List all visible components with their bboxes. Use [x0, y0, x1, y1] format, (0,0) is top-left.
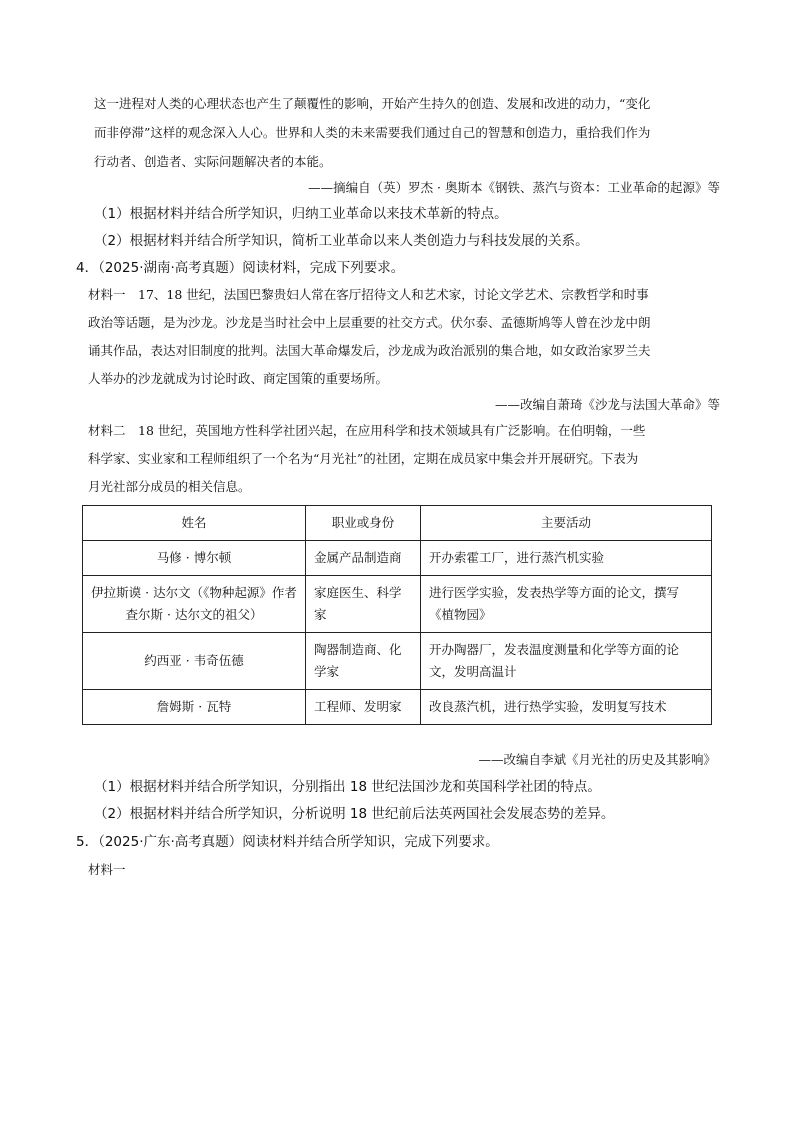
question-header: 5．（2025·广东·高考真题）阅读材料并结合所学知识，完成下列要求。 — [76, 834, 499, 850]
member-activity: 开办索霍工厂，进行蒸汽机实验 — [421, 541, 712, 576]
member-activity: 改良蒸汽机，进行热学实验，发明复写技术 — [421, 690, 712, 725]
question-item: （2）根据材料并结合所学知识，分析说明 18 世纪前后法英两国社会发展态势的差异。 — [94, 806, 615, 822]
table-source: ——改编自李斌《月光社的历史及其影响》 — [478, 752, 716, 767]
column-header: 主要活动 — [421, 506, 712, 541]
member-job: 家庭医生、科学家 — [306, 576, 421, 633]
table-header-row — [83, 506, 712, 541]
material-line: 材料二 18 世纪，英国地方性科学社团兴起，在应用科学和技术领域具有广泛影响。在伯明翰，一些 — [88, 423, 646, 438]
material-source: ——改编自萧琦《沙龙与法国大革命》等 — [494, 397, 720, 412]
member-job: 陶器制造商、化学家 — [306, 633, 421, 690]
column-header: 姓名 — [83, 506, 306, 541]
member-info-table — [82, 505, 712, 725]
table-row — [83, 633, 712, 690]
material-line: 政治等话题，是为沙龙。沙龙是当时社会中上层重要的社交方式。伏尔泰、孟德斯鸠等人曾在沙龙中朗 — [88, 315, 651, 330]
question-item: （2）根据材料并结合所学知识，简析工业革命以来人类创造力与科技发展的关系。 — [94, 233, 589, 249]
member-job: 工程师、发明家 — [306, 690, 421, 725]
material-label: 材料一 — [88, 862, 126, 877]
question-item: （1）根据材料并结合所学知识，分别指出 18 世纪法国沙龙和英国科学社团的特点。 — [94, 779, 601, 795]
material-line: 月光社部分成员的相关信息。 — [88, 479, 251, 494]
member-name: 詹姆斯 · 瓦特 — [83, 690, 306, 725]
question-item: （1）根据材料并结合所学知识，归纳工业革命以来技术革新的特点。 — [94, 206, 508, 222]
question-header: 4．（2025·湖南·高考真题）阅读材料，完成下列要求。 — [76, 260, 405, 276]
passage-line: 而非停滞”这样的观念深入人心。世界和人类的未来需要我们通过自己的智慧和创造力，重拾我们作为 — [94, 125, 651, 140]
member-activity: 进行医学实验，发表热学等方面的论文，撰写《植物园》 — [421, 576, 712, 633]
member-job: 金属产品制造商 — [306, 541, 421, 576]
column-header: 职业或身份 — [306, 506, 421, 541]
table-row — [83, 690, 712, 725]
member-name: 伊拉斯谟 · 达尔文（《物种起源》作者查尔斯 · 达尔文的祖父） — [83, 576, 306, 633]
table-row — [83, 541, 712, 576]
material-line: 人举办的沙龙就成为讨论时政、商定国策的重要场所。 — [88, 371, 389, 386]
passage-source: ——摘编自（英）罗杰 · 奥斯本《钢铁、蒸汽与资本：工业革命的起源》等 — [308, 180, 720, 195]
material-line: 诵其作品，表达对旧制度的批判。法国大革命爆发后，沙龙成为政治派别的集合地，如女政治家罗兰夫 — [88, 343, 651, 358]
member-name: 马修 · 博尔顿 — [83, 541, 306, 576]
passage-line: 这一进程对人类的心理状态也产生了颠覆性的影响，开始产生持久的创造、发展和改进的动力，“变化 — [94, 96, 651, 111]
passage-line: 行动者、创造者、实际问题解决者的本能。 — [94, 154, 332, 169]
material-line: 科学家、实业家和工程师组织了一个名为“月光社”的社团，定期在成员家中集会并开展研究。下表为 — [88, 451, 639, 466]
member-name: 约西亚 · 韦奇伍德 — [83, 633, 306, 690]
material-line: 材料一 17、18 世纪，法国巴黎贵妇人常在客厅招待文人和艺术家，讨论文学艺术、宗教哲学和时事 — [88, 287, 649, 302]
table-row — [83, 576, 712, 633]
member-activity: 开办陶器厂，发表温度测量和化学等方面的论文，发明高温计 — [421, 633, 712, 690]
